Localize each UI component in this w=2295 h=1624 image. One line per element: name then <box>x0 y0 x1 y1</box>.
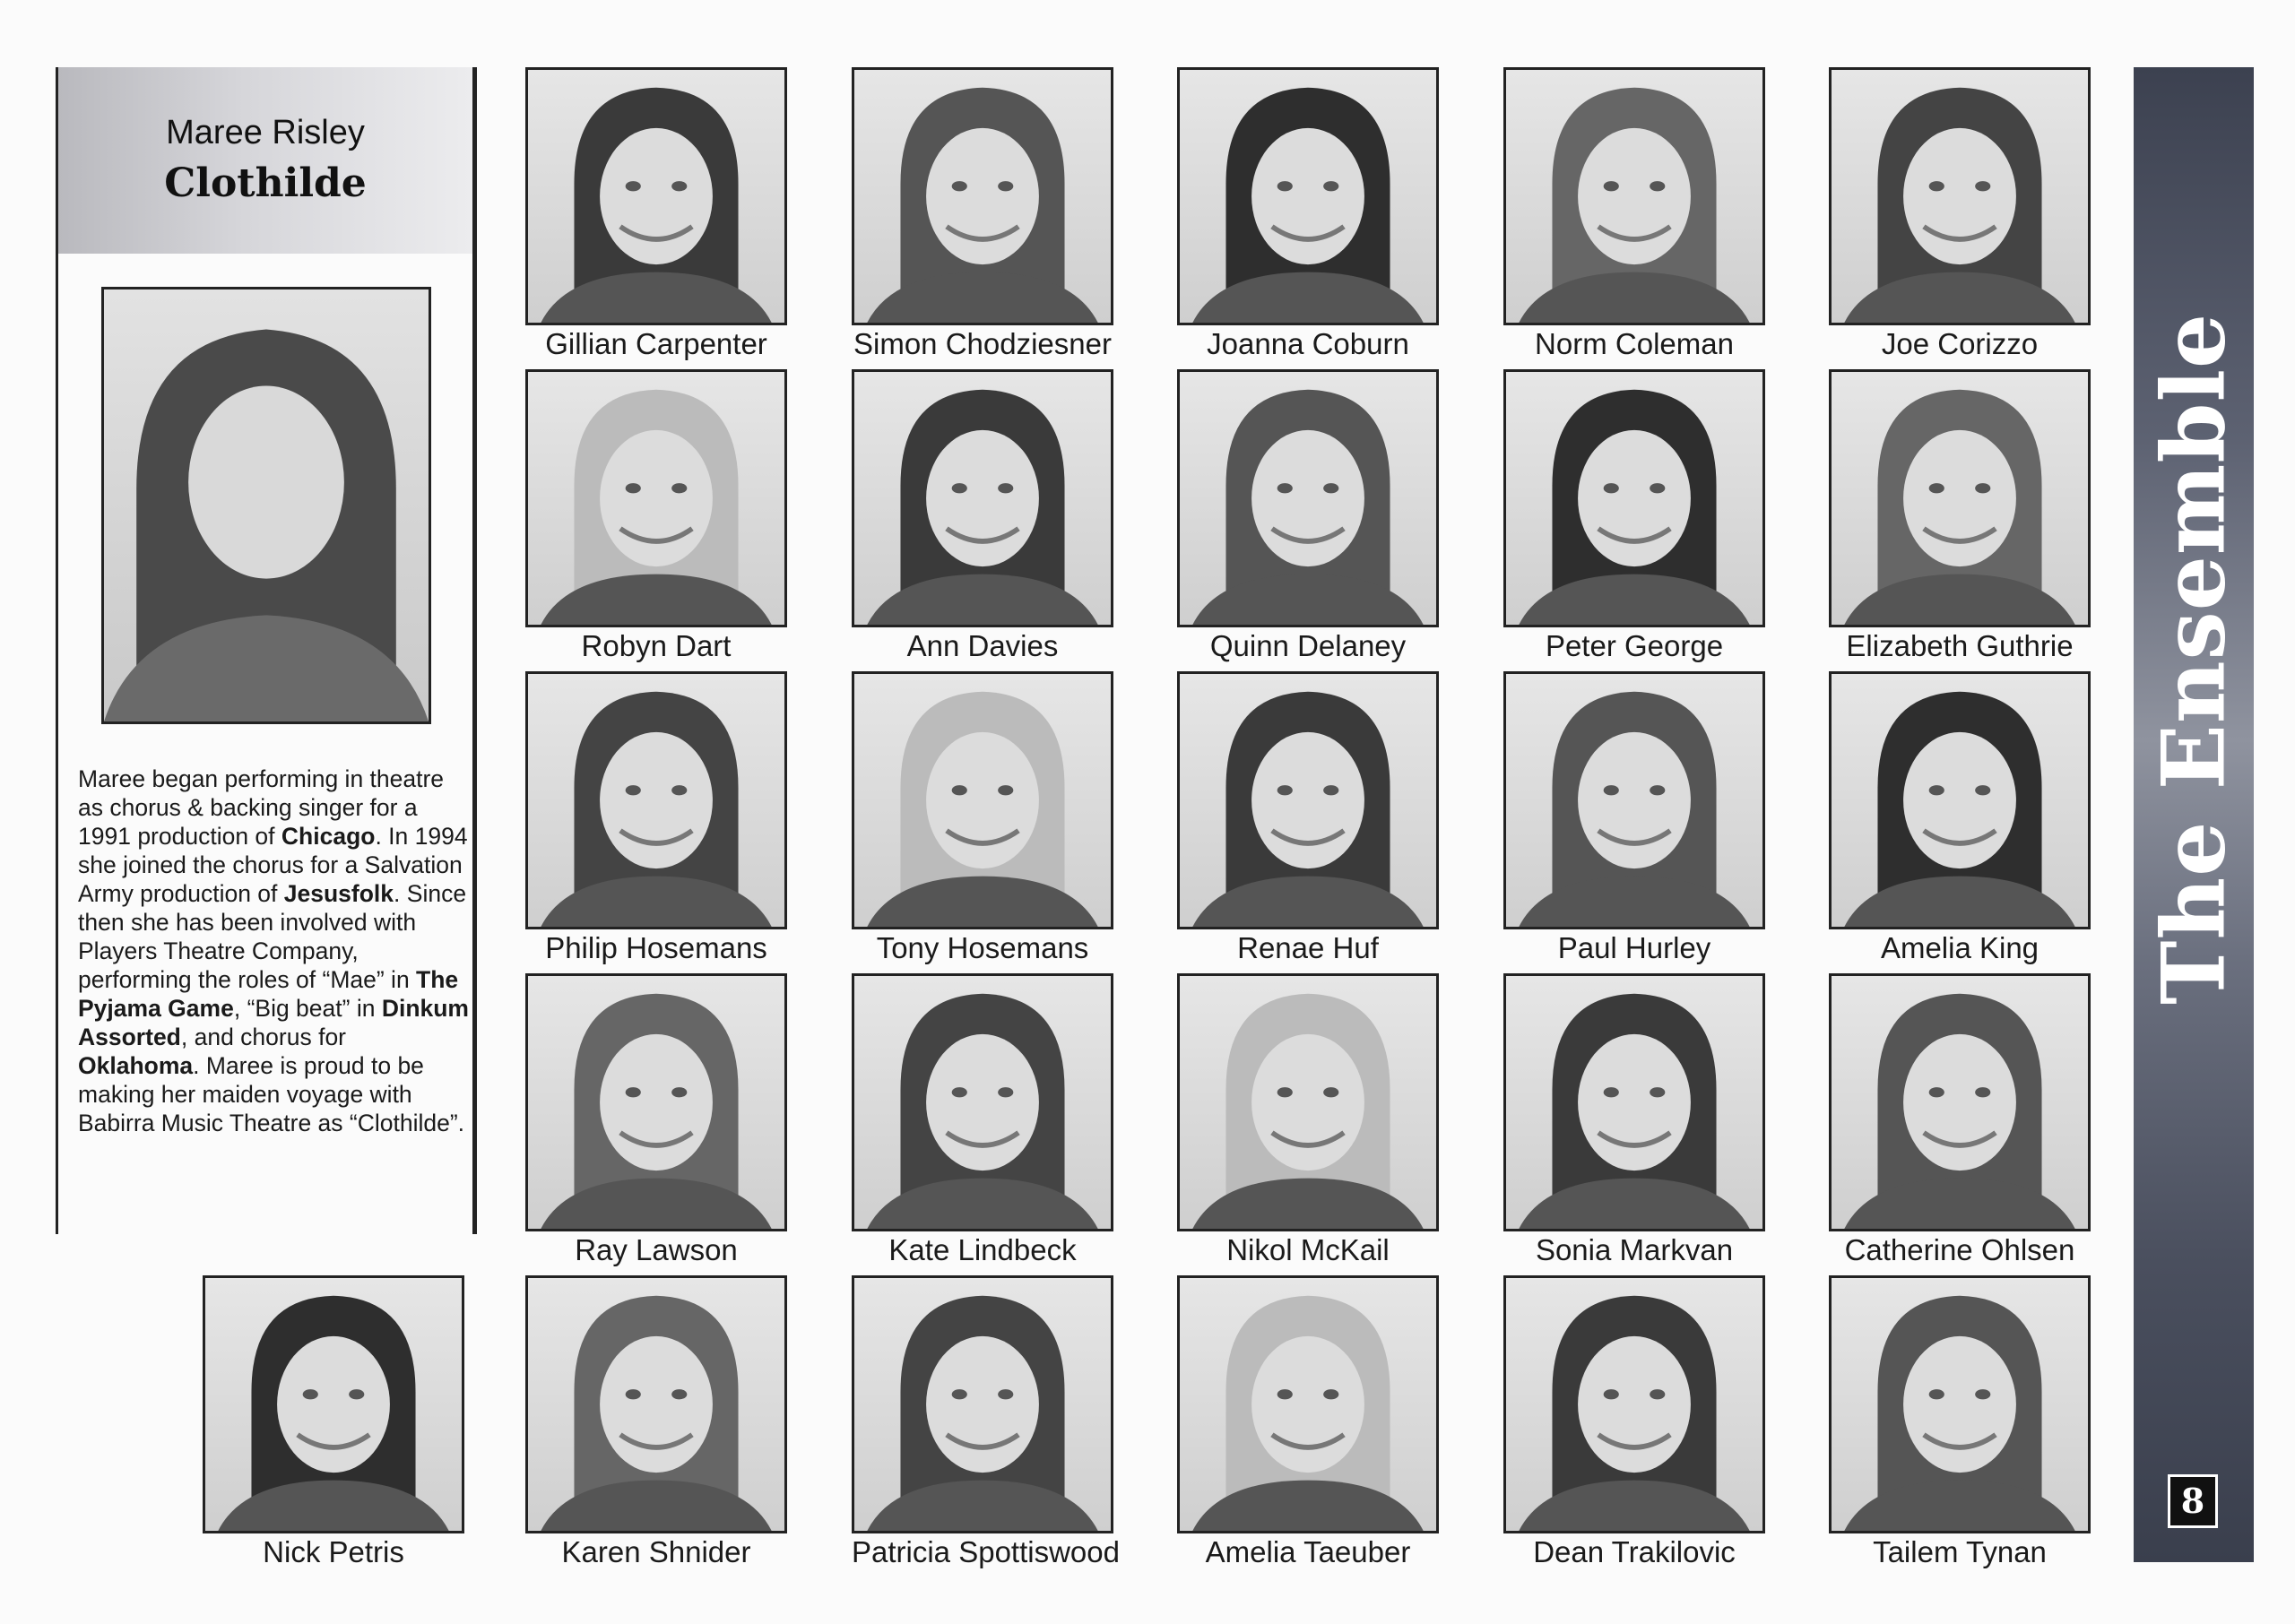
headshot-photo <box>203 1275 464 1533</box>
headshot-photo <box>852 369 1113 627</box>
headshot-photo <box>1829 671 2091 929</box>
feature-photo <box>101 287 431 724</box>
headshot-card <box>852 671 1113 965</box>
cast-member-name: Renae Huf <box>1237 931 1379 964</box>
bio-show-title: Dinkum Assorted <box>78 995 469 1050</box>
headshot-photo <box>1829 973 2091 1231</box>
headshot-photo <box>1503 973 1765 1231</box>
cast-member-name: Patricia Spottiswood <box>852 1535 1120 1568</box>
bio-text: . In 1994 she joined the chorus for a Salvation Army production of <box>78 823 468 907</box>
portrait-icon <box>1506 70 1762 323</box>
cast-member-name: Amelia King <box>1880 931 2040 964</box>
cast-member-name: Ann Davies <box>906 629 1059 662</box>
cast-member-name: Robyn Dart <box>581 629 732 662</box>
cast-member-name: Philip Hosemans <box>545 931 767 964</box>
cast-member-name: Tailem Tynan <box>1873 1535 2047 1568</box>
headshot-card <box>525 973 787 1267</box>
portrait-icon <box>1180 372 1436 625</box>
headshot-card <box>852 369 1113 663</box>
cast-member-name: Dean Trakilovic <box>1533 1535 1736 1568</box>
headshot-photo <box>525 973 787 1231</box>
portrait-icon <box>1832 976 2088 1229</box>
sidebar-banner <box>2134 67 2254 1562</box>
portrait-icon <box>528 976 784 1229</box>
headshot-card <box>1177 671 1439 965</box>
portrait-icon <box>1832 674 2088 927</box>
headshot-card <box>525 671 787 965</box>
page-number: 8 <box>2168 1474 2218 1528</box>
bio-show-title: The Pyjama Game <box>78 966 459 1022</box>
headshot-card <box>525 369 787 663</box>
headshot-photo <box>1177 67 1439 325</box>
cast-member-name: Elizabeth Guthrie <box>1846 629 2074 662</box>
cast-member-name: Catherine Ohlsen <box>1844 1233 2075 1266</box>
headshot-card <box>852 973 1113 1267</box>
headshot-photo <box>852 67 1113 325</box>
portrait-icon <box>1506 372 1762 625</box>
sidebar-title: The Ensemble <box>2143 312 2245 1006</box>
portrait-icon <box>1506 1278 1762 1531</box>
cast-member-name: Norm Coleman <box>1535 327 1734 360</box>
cast-member-name: Sonia Markvan <box>1535 1233 1734 1266</box>
cast-member-name: Peter George <box>1545 629 1724 662</box>
headshot-card <box>1177 369 1439 663</box>
bio-text: Maree began performing in theatre as chorus & backing singer for a 1991 production of <box>78 765 445 850</box>
cast-member-name: Kate Lindbeck <box>888 1233 1077 1266</box>
cast-member-name: Joe Corizzo <box>1881 327 2039 360</box>
cast-member-name: Ray Lawson <box>575 1233 738 1266</box>
headshot-card <box>852 67 1113 361</box>
portrait-icon <box>1832 70 2088 323</box>
cast-member-name: Amelia Taeuber <box>1205 1535 1411 1568</box>
portrait-icon <box>528 1278 784 1531</box>
headshot-card <box>1177 973 1439 1267</box>
portrait-icon <box>205 1278 462 1531</box>
headshot-photo <box>1503 67 1765 325</box>
cast-member-name: Joanna Coburn <box>1207 327 1409 360</box>
headshot-card <box>1829 973 2091 1267</box>
feature-actor-name: Maree Risley <box>166 114 365 151</box>
headshot-photo <box>525 1275 787 1533</box>
portrait-icon <box>104 289 429 721</box>
portrait-icon <box>854 674 1111 927</box>
portrait-icon <box>854 976 1111 1229</box>
bio-text: . Maree is proud to be making her maiden voyage with Babirra Music Theatre as “Clothilde”. <box>78 1052 465 1136</box>
portrait-icon <box>1832 1278 2088 1531</box>
bio-text: , and chorus for <box>180 1024 347 1050</box>
bio-show-title: Oklahoma <box>78 1052 194 1079</box>
headshot-photo <box>1177 973 1439 1231</box>
feature-panel <box>56 67 477 1234</box>
headshot-photo <box>852 973 1113 1231</box>
portrait-icon <box>1180 1278 1436 1531</box>
headshot-photo <box>525 67 787 325</box>
portrait-icon <box>528 674 784 927</box>
headshot-card <box>1829 1275 2091 1569</box>
feature-bio <box>78 764 472 1137</box>
cast-member-name: Tony Hosemans <box>876 931 1089 964</box>
headshot-card <box>525 67 787 361</box>
headshot-photo <box>1503 671 1765 929</box>
portrait-icon <box>1506 674 1762 927</box>
portrait-icon <box>528 70 784 323</box>
portrait-icon <box>1180 976 1436 1229</box>
cast-member-name: Simon Chodziesner <box>853 327 1112 360</box>
portrait-icon <box>854 372 1111 625</box>
headshot-card <box>1503 67 1765 361</box>
feature-header <box>58 67 472 254</box>
headshot-card <box>1503 973 1765 1267</box>
bio-show-title: Chicago <box>281 823 376 850</box>
headshot-card <box>1503 671 1765 965</box>
headshot-photo <box>1503 1275 1765 1533</box>
bio-text: . Since then she has been involved with Players Theatre Company, performing the roles of “Mae” in <box>78 880 467 993</box>
cast-member-name: Paul Hurley <box>1557 931 1711 964</box>
portrait-icon <box>854 70 1111 323</box>
bio-show-title: Jesusfolk <box>283 880 394 907</box>
headshot-card <box>1829 67 2091 361</box>
headshot-photo <box>525 369 787 627</box>
headshot-card <box>852 1275 1120 1569</box>
headshot-photo <box>852 671 1113 929</box>
portrait-icon <box>1180 674 1436 927</box>
portrait-icon <box>1832 372 2088 625</box>
headshot-card <box>1829 369 2091 663</box>
headshot-photo <box>1177 1275 1439 1533</box>
headshot-photo <box>1177 369 1439 627</box>
headshot-card <box>1177 1275 1439 1569</box>
portrait-icon <box>1180 70 1436 323</box>
headshot-card <box>1177 67 1439 361</box>
headshot-photo <box>1177 671 1439 929</box>
cast-member-name: Karen Shnider <box>561 1535 751 1568</box>
headshot-card <box>1503 369 1765 663</box>
headshot-photo <box>852 1275 1113 1533</box>
portrait-icon <box>528 372 784 625</box>
bio-text: , “Big beat” in <box>233 995 382 1022</box>
headshot-photo <box>1829 369 2091 627</box>
headshot-card <box>1503 1275 1765 1569</box>
cast-member-name: Quinn Delaney <box>1209 629 1407 662</box>
cast-member-name: Nikol McKail <box>1226 1233 1390 1266</box>
portrait-icon <box>1506 976 1762 1229</box>
cast-member-name: Nick Petris <box>263 1535 404 1568</box>
feature-role-name: Clothilde <box>164 160 367 206</box>
headshot-card <box>1829 671 2091 965</box>
portrait-icon <box>854 1278 1111 1531</box>
headshot-photo <box>1829 67 2091 325</box>
headshot-photo <box>1829 1275 2091 1533</box>
cast-member-name: Gillian Carpenter <box>545 327 767 360</box>
headshot-photo <box>1503 369 1765 627</box>
headshot-card <box>203 1275 464 1569</box>
headshot-card <box>525 1275 787 1569</box>
headshot-photo <box>525 671 787 929</box>
